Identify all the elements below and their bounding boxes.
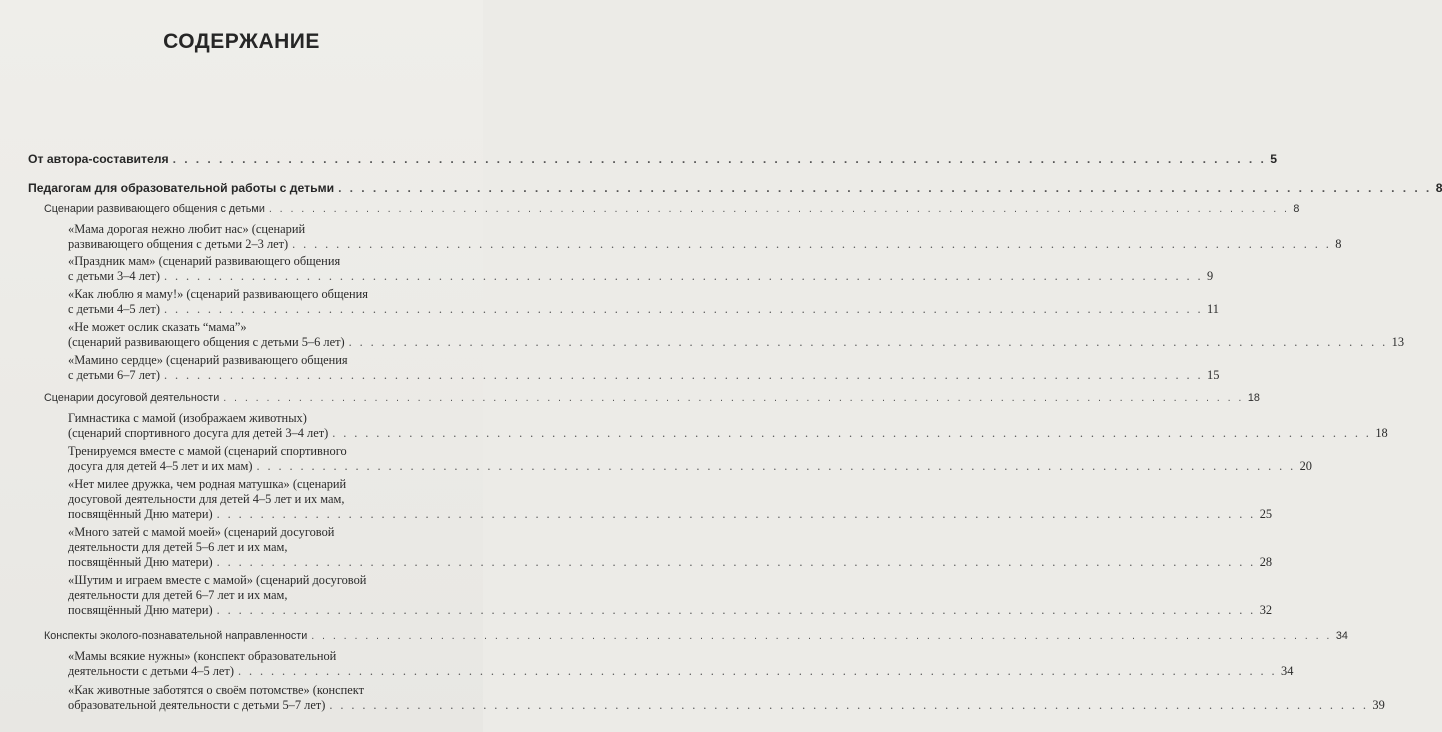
toc-entry[interactable] <box>28 181 1442 195</box>
toc-entry[interactable] <box>68 477 1273 522</box>
toc-entry[interactable] <box>68 649 1294 679</box>
toc-entry-title: посвящённый Дню матери) <box>68 507 213 521</box>
toc-entry-title: досуговой деятельности для детей 4–5 лет и их мам, <box>68 492 345 506</box>
toc-entry-line <box>68 302 1219 317</box>
toc-entry-line <box>68 507 1273 522</box>
toc-entry-title: «Много затей с мамой моей» (сценарий досуговой <box>68 525 335 539</box>
toc-entry-title: посвящённый Дню матери) <box>68 555 213 569</box>
toc-entry-line <box>44 630 1348 642</box>
toc-entry[interactable] <box>44 392 1260 404</box>
toc-entry[interactable] <box>28 152 1278 166</box>
toc-page-number: 34 <box>1281 664 1294 678</box>
toc-page-number: 8 <box>1293 203 1300 215</box>
toc-entry-title: с детьми 6–7 лет) <box>68 368 160 382</box>
toc-entry-line <box>68 603 1273 618</box>
toc-entry-title: (сценарий спортивного досуга для детей 3–4 лет) <box>68 426 329 440</box>
toc-page-number: 8 <box>1435 181 1442 195</box>
toc-entry-title: Конспекты эколого-познавательной направленности <box>44 630 308 642</box>
toc-entry-line <box>68 269 1214 284</box>
toc-entry-line <box>68 698 1385 713</box>
toc-entry[interactable] <box>44 203 1300 215</box>
toc-page-number: 28 <box>1259 555 1273 569</box>
dot-leader <box>173 152 1267 166</box>
toc-page-number: 39 <box>1372 698 1385 712</box>
toc-page-number: 25 <box>1259 507 1273 521</box>
toc-entry-title: досуга для детей 4–5 лет и их мам) <box>68 459 253 473</box>
toc-entry-title: Тренируемся вместе с мамой (сценарий спортивного <box>68 444 347 458</box>
dot-leader <box>349 335 1388 349</box>
dot-leader <box>238 664 1277 678</box>
toc-entry[interactable] <box>68 525 1273 570</box>
toc-entry-title: (сценарий развивающего общения с детьми 5–6 лет) <box>68 335 345 349</box>
dot-leader <box>332 426 1371 440</box>
dot-leader <box>164 302 1203 316</box>
toc-entry-title: Сценарии развивающего общения с детьми <box>44 203 265 215</box>
toc-entry[interactable] <box>68 287 1219 317</box>
dot-leader <box>223 392 1244 404</box>
toc-entry-title: с детьми 3–4 лет) <box>68 269 160 283</box>
dot-leader <box>257 459 1296 473</box>
dot-leader <box>217 603 1256 617</box>
toc-page-number: 20 <box>1299 459 1312 473</box>
toc-entry[interactable] <box>68 444 1312 474</box>
toc-page-number: 13 <box>1391 335 1405 349</box>
toc-entry-title: «Как люблю я маму!» (сценарий развивающего общения <box>68 287 368 301</box>
toc-entry-title: «Мамы всякие нужны» (конспект образовательной <box>68 649 337 663</box>
dot-leader <box>269 203 1290 215</box>
toc-page-number: 18 <box>1375 426 1388 440</box>
toc-entry-title: посвящённый Дню матери) <box>68 603 213 617</box>
toc-entry-line <box>68 555 1273 570</box>
page-title: СОДЕРЖАНИЕ <box>163 30 320 53</box>
toc-entry-title: «Как животные заботятся о своём потомстве» (конспект <box>68 683 365 697</box>
toc-entry-title: развивающего общения с детьми 2–3 лет) <box>68 237 289 251</box>
toc-entry-title: деятельности для детей 5–6 лет и их мам, <box>68 540 288 554</box>
toc-entry-title: «Праздник мам» (сценарий развивающего общения <box>68 254 341 268</box>
toc-entry-title: «Мама дорогая нежно любит нас» (сценарий <box>68 222 306 236</box>
toc-page-number: 9 <box>1207 269 1214 283</box>
toc-entry-line <box>44 203 1300 215</box>
toc-entry-title: «Не может ослик сказать “мама”» <box>68 320 247 334</box>
toc-entry-title: деятельности для детей 6–7 лет и их мам, <box>68 588 288 602</box>
toc-entry[interactable] <box>68 683 1385 713</box>
dot-leader <box>292 237 1331 251</box>
toc-entry-line <box>68 237 1342 252</box>
toc-page-number: 15 <box>1207 368 1220 382</box>
toc-entry-line <box>44 392 1260 404</box>
toc-entry-title: «Нет милее дружка, чем родная матушка» (сценарий <box>68 477 347 491</box>
toc-entry-title: Гимнастика с мамой (изображаем животных) <box>68 411 307 425</box>
dot-leader <box>311 630 1332 642</box>
toc-entry-line <box>28 181 1442 195</box>
toc-entry-title: «Мамино сердце» (сценарий развивающего общения <box>68 353 348 367</box>
toc-entry-title: Сценарии досуговой деятельности <box>44 392 220 404</box>
dot-leader <box>338 181 1432 195</box>
toc-entry-title: с детьми 4–5 лет) <box>68 302 160 316</box>
toc-page-number: 18 <box>1247 392 1260 404</box>
toc-entry-line <box>68 664 1294 679</box>
toc-entry-title: «Шутим и играем вместе с мамой» (сценарий досуговой <box>68 573 367 587</box>
toc-page-number: 8 <box>1335 237 1342 251</box>
toc-page-number: 5 <box>1270 152 1278 166</box>
toc-entry-title: деятельности с детьми 4–5 лет) <box>68 664 234 678</box>
toc-entry-line <box>28 152 1278 166</box>
toc-page-number: 11 <box>1207 302 1219 316</box>
toc-entry[interactable] <box>68 353 1220 383</box>
toc-entry[interactable] <box>68 320 1405 350</box>
toc-entry-title: От автора-составителя <box>28 152 169 166</box>
toc-entry[interactable] <box>68 411 1388 441</box>
toc-entry-line <box>68 459 1312 474</box>
dot-leader <box>164 368 1203 382</box>
toc-entry-title: Педагогам для образовательной работы с детьми <box>28 181 335 195</box>
toc-page-number: 32 <box>1259 603 1273 617</box>
dot-leader <box>329 698 1368 712</box>
toc-entry-line <box>68 426 1388 441</box>
toc-entry[interactable] <box>68 573 1273 618</box>
toc-entry[interactable] <box>68 254 1214 284</box>
toc-entry[interactable] <box>68 222 1342 252</box>
toc-entry-line <box>68 368 1220 383</box>
dot-leader <box>217 507 1256 521</box>
toc-page-number: 34 <box>1335 630 1348 642</box>
dot-leader <box>217 555 1256 569</box>
toc-entry-title: образовательной деятельности с детьми 5–7 лет) <box>68 698 326 712</box>
toc-entry-line <box>68 335 1405 350</box>
toc-entry[interactable] <box>44 630 1348 642</box>
dot-leader <box>164 269 1203 283</box>
